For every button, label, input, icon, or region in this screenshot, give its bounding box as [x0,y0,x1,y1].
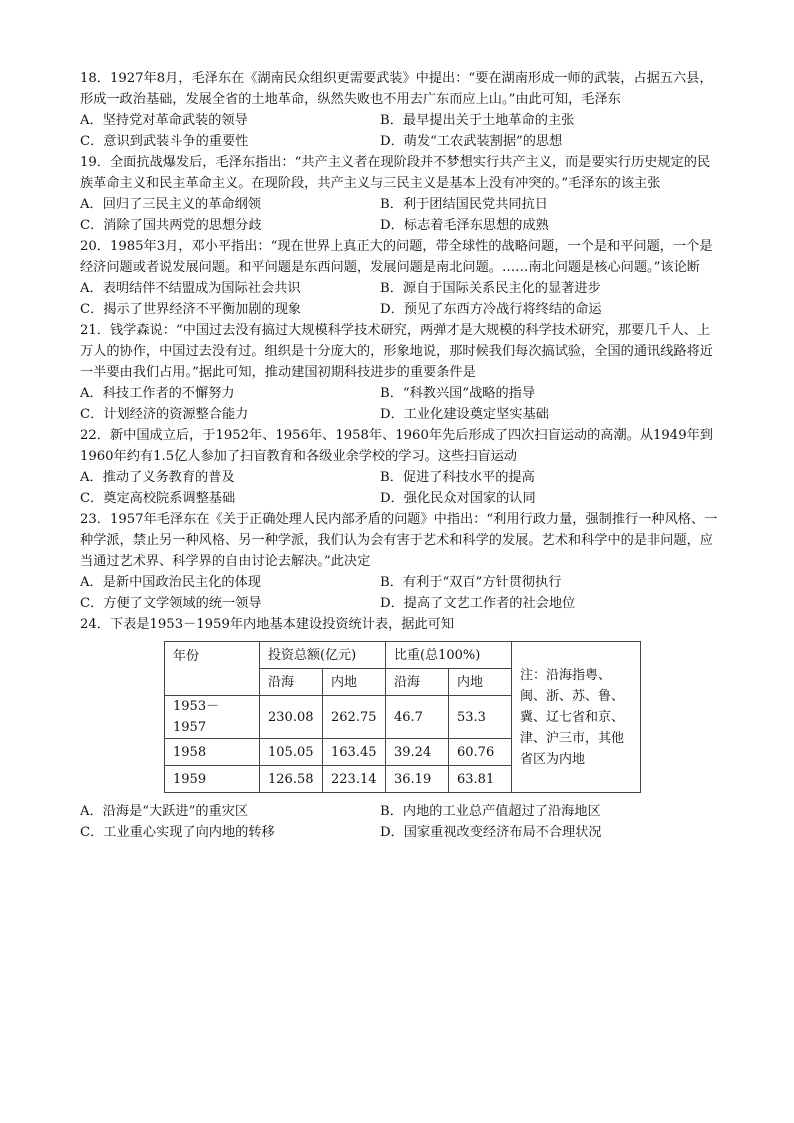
option-d: D．标志着毛泽东思想的成熟 [380,218,549,233]
table-cell: 262.75 [323,696,386,739]
subheader-coastal: 沿海 [386,669,449,696]
option-b: B．最早提出关于土地革命的主张 [380,113,575,128]
question-stem: 23．1957年毛泽东在《关于正确处理人民内部矛盾的问题》中指出：“利用行政力量，强制推行一种风格、一种学派，禁止另一种风格、另一种学派，我们认为会有害于艺术和科学的发展。艺术和科学中的是非问题，应当通过艺术界、科学界的自由讨论去解决。”此决定 [80,512,718,569]
header-total: 投资总额(亿元) [260,642,386,669]
option-c: C．揭示了世界经济不平衡加剧的现象 [80,302,302,317]
option-d: D．强化民众对国家的认同 [380,491,536,506]
question-stem: 21．钱学森说：“中国过去没有搞过大规模科学技术研究，两弹才是大规模的科学技术研究，那要几千人、上万人的协作，中国过去没有过。组织是十分庞大的，形象地说，那时候我们每次搞试验，全国的通讯线路将近一半要由我们占用。”据此可知，推动建国初期科技进步的重要条件是 [80,323,713,380]
option-c: C．方便了文学领域的统一领导 [80,596,262,611]
table-cell: 126.58 [260,766,323,793]
question-22 [80,425,720,509]
table-cell: 46.7 [386,696,449,739]
option-a: A．沿海是“大跃进”的重灾区 [80,804,249,819]
option-b: B．有利于“双百”方针贯彻执行 [380,575,562,590]
table-cell: 60.76 [449,739,512,766]
table-cell: 163.45 [323,739,386,766]
option-a: A．推动了义务教育的普及 [80,470,235,485]
table-cell: 1953－1957 [165,696,260,739]
option-c: C．计划经济的资源整合能力 [80,407,249,422]
table-cell: 230.08 [260,696,323,739]
question-stem: 18．1927年8月，毛泽东在《湖南民众组织更需要武装》中提出：“要在湖南形成一师的武装，占据五六县，形成一政治基础，发展全省的土地革命，纵然失败也不用去广东而应上山。”由此可知，毛泽东 [80,71,713,107]
table-cell: 36.19 [386,766,449,793]
option-c: C．奠定高校院系调整基础 [80,491,236,506]
option-d: D．预见了东西方冷战行将终结的命运 [380,302,602,317]
table-note: 注：沿海指粤、闽、浙、苏、鲁、冀、辽七省和京、津、沪三市，其他省区为内地 [512,642,641,793]
question-24 [80,614,720,843]
question-list [80,68,720,843]
option-c: C．意识到武装斗争的重要性 [80,134,249,149]
option-b: B．“科教兴国”战略的指导 [380,386,536,401]
question-18 [80,68,720,152]
option-a: A．表明结伴不结盟成为国际社会共识 [80,281,301,296]
option-c: C．工业重心实现了向内地的转移 [80,825,275,840]
option-a: A．科技工作者的不懈努力 [80,386,235,401]
option-d: D．提高了文艺工作者的社会地位 [380,596,576,611]
question-23 [80,509,720,614]
question-stem: 24．下表是1953－1959年内地基本建设投资统计表，据此可知 [80,617,455,632]
question-stem: 22．新中国成立后，于1952年、1956年、1958年、1960年先后形成了四次扫盲运动的高潮。从1949年到1960年约有1.5亿人参加了扫盲教育和各级业余学校的学习。这些扫盲运动 [80,428,713,464]
investment-table [164,641,641,793]
question-stem: 20．1985年3月，邓小平指出：“现在世界上真正大的问题，带全球性的战略问题，一个是和平问题，一个是经济问题或者说发展问题。和平问题是东西问题，发展问题是南北问题。……南北问题是核心问题。”该论断 [80,239,713,275]
table-header-row [165,642,641,669]
question-20 [80,236,720,320]
header-ratio: 比重(总100%) [386,642,512,669]
table-cell: 105.05 [260,739,323,766]
table-cell: 1959 [165,766,260,793]
table-cell: 223.14 [323,766,386,793]
option-d: D．萌发“工农武装割据”的思想 [380,134,563,149]
table-cell: 63.81 [449,766,512,793]
option-d: D．工业化建设奠定坚实基础 [380,407,549,422]
header-year: 年份 [165,642,260,696]
option-b: B．源自于国际关系民主化的显著进步 [380,281,601,296]
subheader-inland: 内地 [323,669,386,696]
option-b: B．利于团结国民党共同抗日 [380,197,548,212]
subheader-coastal: 沿海 [260,669,323,696]
option-a: A．坚持党对革命武装的领导 [80,113,248,128]
question-19 [80,152,720,236]
table-cell: 1958 [165,739,260,766]
table-cell: 39.24 [386,739,449,766]
option-b: B．促进了科技水平的提高 [380,470,535,485]
question-stem: 19．全面抗战爆发后，毛泽东指出：“共产主义者在现阶段并不梦想实行共产主义，而是要实行历史规定的民族革命主义和民主革命主义。在现阶段，共产主义与三民主义是基本上没有冲突的。”毛泽东的该主张 [80,155,711,191]
subheader-inland: 内地 [449,669,512,696]
option-a: A．回归了三民主义的革命纲领 [80,197,261,212]
table-cell: 53.3 [449,696,512,739]
option-b: B．内地的工业总产值超过了沿海地区 [380,804,601,819]
option-a: A．是新中国政治民主化的体现 [80,575,261,590]
question-21 [80,320,720,425]
option-d: D．国家重视改变经济布局不合理状况 [380,825,602,840]
option-c: C．消除了国共两党的思想分歧 [80,218,262,233]
